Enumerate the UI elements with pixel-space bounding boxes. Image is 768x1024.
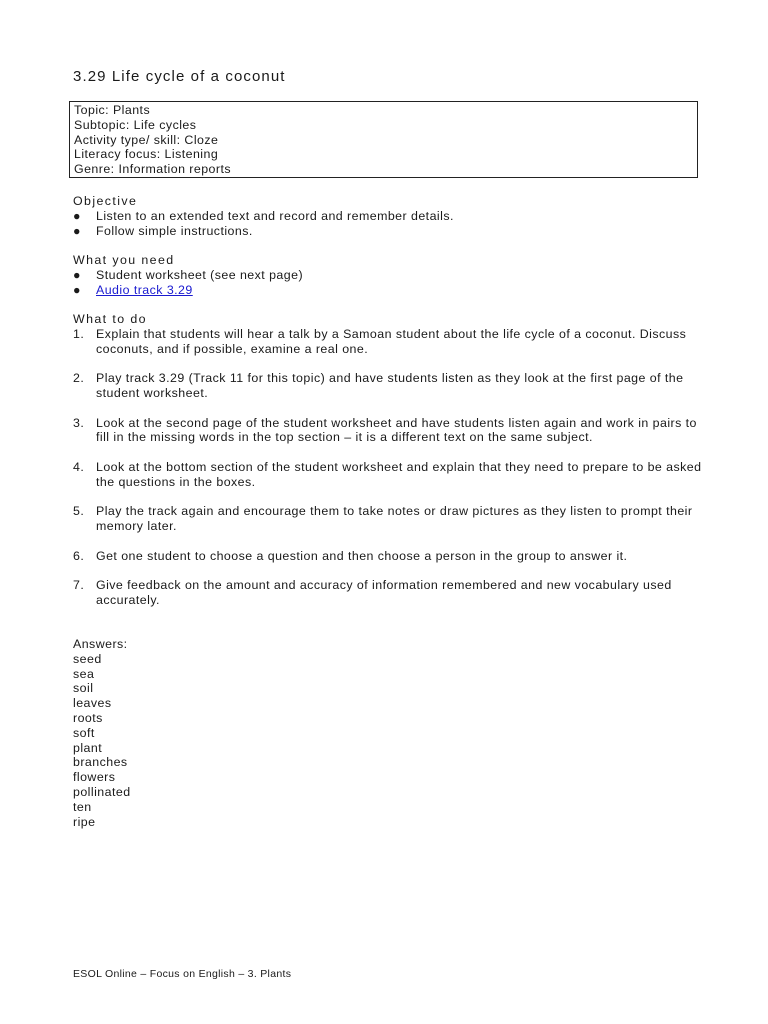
bullet-icon: ●: [73, 208, 81, 223]
answer-item: ten: [73, 799, 92, 814]
step-number: 6.: [73, 548, 85, 563]
meta-genre: Genre: Information reports: [74, 162, 232, 177]
step-number: 2.: [73, 371, 85, 386]
step-text: Give feedback on the amount and accuracy of information remembered and new vocabulary used accurately.: [96, 578, 672, 608]
bullet-icon: ●: [73, 223, 81, 238]
topic-info-box: [69, 101, 698, 178]
answer-item: soil: [73, 681, 94, 696]
instruction-step: [73, 549, 703, 564]
objective-item: [73, 209, 703, 224]
answer-item: ripe: [73, 814, 96, 829]
meta-topic: Topic: Plants: [74, 103, 151, 117]
answers-section: [73, 637, 703, 829]
page-footer: ESOL Online – Focus on English – 3. Plants: [73, 968, 292, 980]
meta-activity-type: Activity type/ skill: Cloze: [74, 132, 219, 147]
need-item-text: Student worksheet (see next page): [96, 267, 304, 282]
audio-track-link[interactable]: Audio track 3.29: [96, 282, 193, 297]
need-item: [73, 268, 703, 283]
answers-heading: Answers:: [73, 637, 128, 651]
objective-item: [73, 224, 703, 239]
meta-subtopic: Subtopic: Life cycles: [74, 117, 197, 132]
objective-item-text: Follow simple instructions.: [96, 223, 253, 238]
bullet-icon: ●: [73, 282, 81, 297]
bullet-icon: ●: [73, 267, 81, 282]
objective-section: [73, 194, 703, 238]
answer-item: roots: [73, 710, 103, 725]
need-item: [73, 283, 703, 298]
meta-literacy-focus: Literacy focus: Listening: [74, 147, 219, 162]
instruction-step: [73, 327, 703, 357]
what-you-need-section: [73, 253, 703, 297]
step-text: Play track 3.29 (Track 11 for this topic) and have students listen as they look at the first page of the student worksheet.: [96, 371, 684, 400]
what-to-do-heading: What to do: [73, 312, 147, 326]
answer-item: pollinated: [73, 784, 131, 799]
step-number: 1.: [73, 326, 85, 341]
what-to-do-section: [73, 312, 703, 623]
answer-item: branches: [73, 755, 128, 770]
step-number: 5.: [73, 504, 85, 519]
step-text: Play the track again and encourage them to take notes or draw pictures as they listen to prompt their memory later.: [96, 504, 693, 534]
answer-item: sea: [73, 666, 95, 681]
answer-item: flowers: [73, 770, 116, 785]
what-you-need-heading: What you need: [73, 253, 175, 267]
step-number: 4.: [73, 459, 85, 474]
answer-item: seed: [73, 651, 102, 666]
answer-item: soft: [73, 725, 95, 740]
instruction-step: [73, 416, 703, 446]
step-number: 7.: [73, 578, 85, 593]
instruction-step: [73, 504, 703, 534]
instruction-step: [73, 578, 703, 608]
step-text: Get one student to choose a question and then choose a person in the group to answer it.: [96, 548, 628, 563]
step-text: Look at the second page of the student worksheet and have students listen again and work in pairs to fill in the missing words in the top section – it is a different text on the same subject.: [96, 415, 697, 445]
answer-item: plant: [73, 740, 103, 755]
step-text: Look at the bottom section of the student worksheet and explain that they need to prepare to be asked the questions in the boxes.: [96, 459, 702, 489]
instruction-step: [73, 460, 703, 490]
objective-heading: Objective: [73, 194, 138, 208]
answer-item: leaves: [73, 696, 112, 711]
step-text: Explain that students will hear a talk by a Samoan student about the life cycle of a coconut. Discuss coconuts, and if possible, examine a real one.: [96, 326, 687, 356]
objective-item-text: Listen to an extended text and record and remember details.: [96, 208, 454, 223]
instruction-step: [73, 371, 703, 401]
page-title: 3.29 Life cycle of a coconut: [73, 68, 286, 85]
step-number: 3.: [73, 415, 85, 430]
